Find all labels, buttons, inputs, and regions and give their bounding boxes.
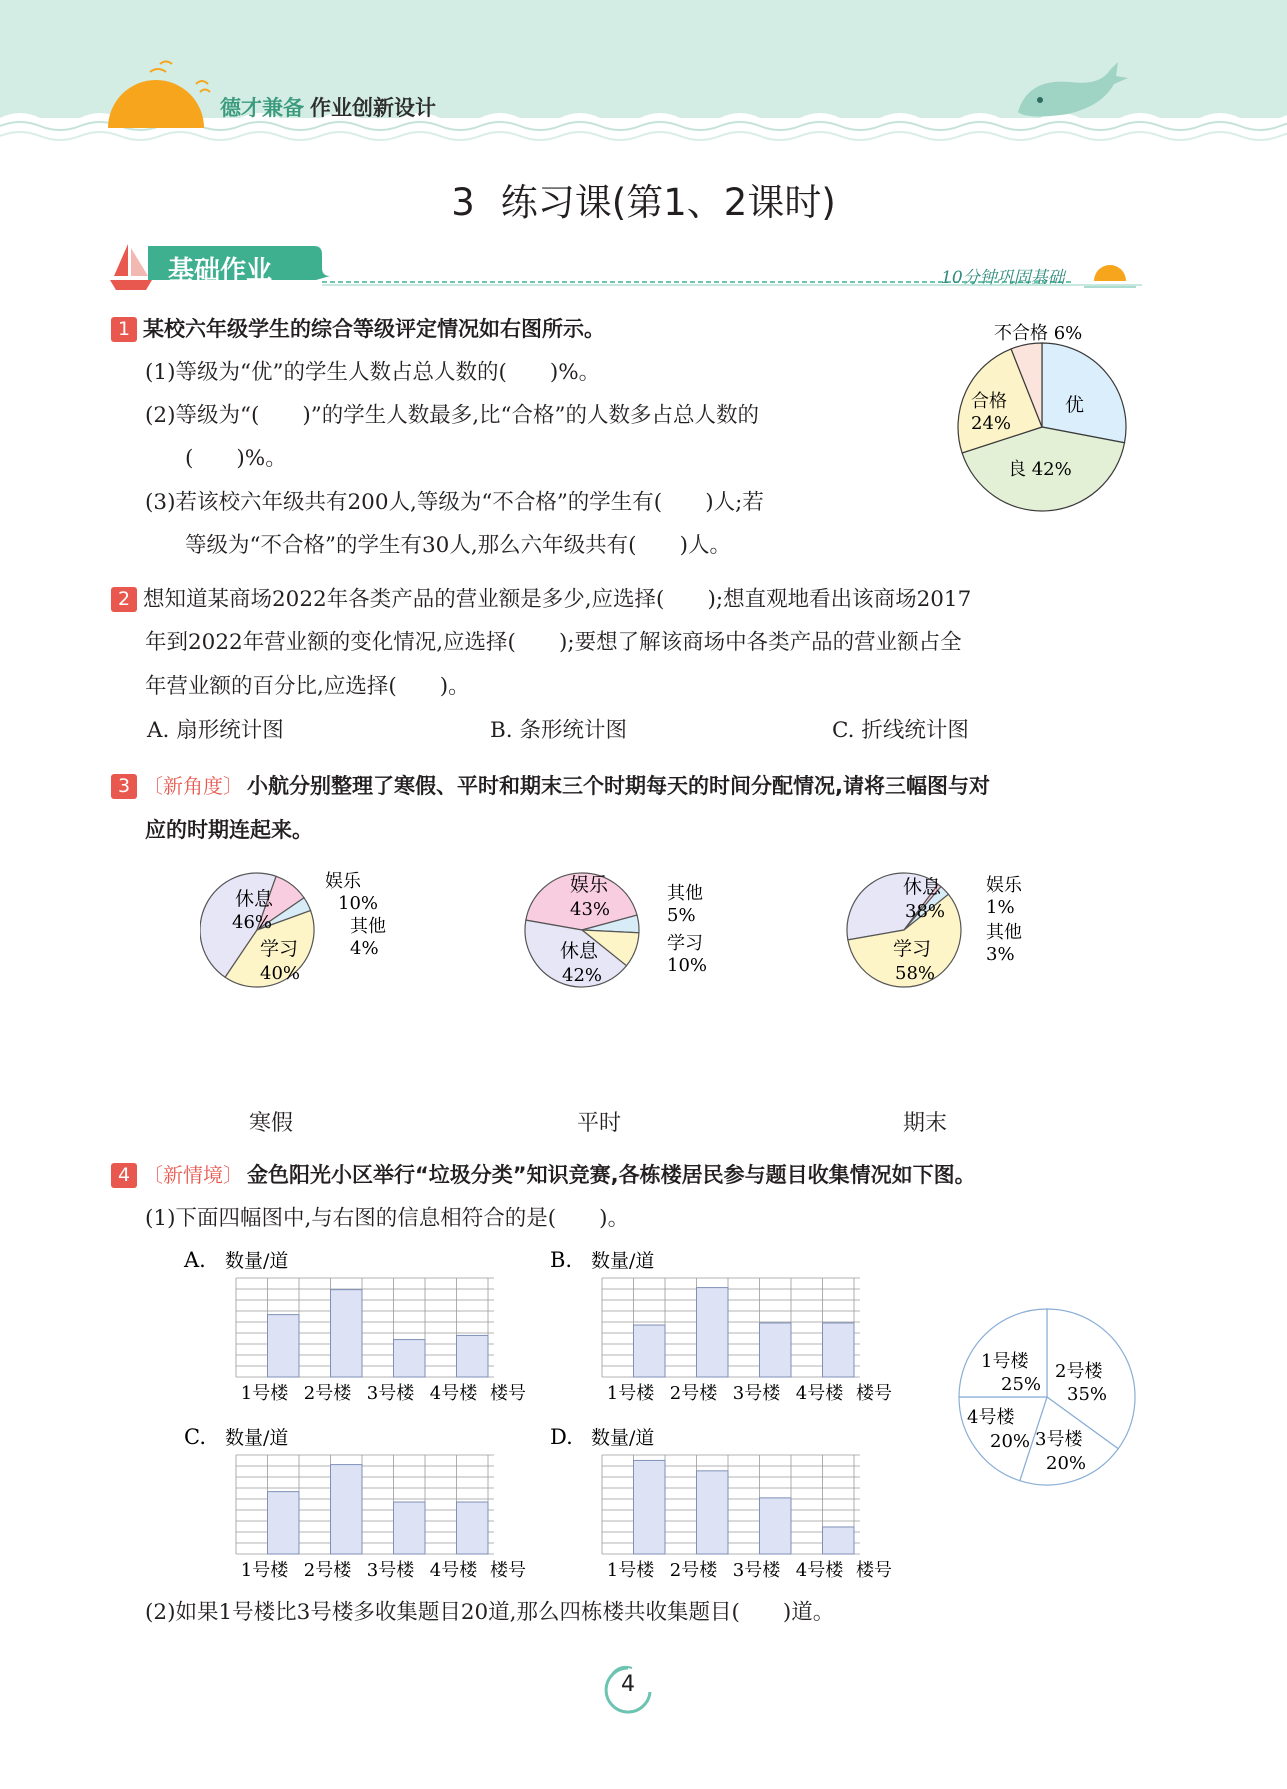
section-note: 10分钟巩固基础	[941, 268, 1065, 288]
q1-label-liang: 良 42%	[1008, 459, 1072, 480]
bar-chart-ylabel: 数量/道	[225, 1250, 289, 1272]
bar	[457, 1502, 489, 1554]
q2-line1-text: 想知道某商场2022年各类产品的营业额是多少,应选择( );想直观地看出该商场2017	[143, 587, 972, 612]
q3-p3-label-b: 娱乐	[986, 875, 1022, 896]
q2-number: 2	[111, 587, 137, 612]
tick-label: 2号楼	[669, 1560, 718, 1581]
tick-label: 3号楼	[732, 1383, 781, 1404]
tick-label: 4号楼	[795, 1383, 844, 1404]
q3-period-2: 平时	[577, 1111, 622, 1136]
brand-part1: 德才兼备	[220, 96, 304, 120]
q1-label-hege-pct: 24%	[971, 413, 1012, 434]
q1-part3a: (3)若该校六年级共有200人,等级为“不合格”的学生有( )人;若	[145, 490, 764, 515]
q1-stem: 某校六年级学生的综合等级评定情况如右图所示。	[143, 317, 605, 341]
bar-chart-ylabel: 数量/道	[591, 1427, 655, 1449]
q2-line3: 年营业额的百分比,应选择( )。	[145, 674, 470, 699]
q3-p1-label-a: 休息	[235, 888, 274, 910]
tick-label: 1号楼	[606, 1383, 655, 1404]
section-title: 基础作业	[168, 256, 273, 286]
tick-label: 2号楼	[303, 1383, 352, 1404]
bar	[331, 1290, 363, 1377]
q4-pie-label-3: 3号楼	[1035, 1429, 1083, 1450]
q3-p1-label-c: 其他	[350, 916, 386, 937]
q3-p1-label-b: 娱乐	[325, 871, 361, 892]
tick-label: 4号楼	[429, 1383, 478, 1404]
q3-p3-pct-a: 38%	[905, 901, 946, 922]
tick-label: 3号楼	[732, 1560, 781, 1581]
q2-option-b: B. 条形统计图	[490, 718, 627, 743]
q3-p3-label-d: 学习	[893, 938, 932, 960]
q4-tag: 〔新情境〕	[143, 1163, 243, 1187]
q1-part3b: 等级为“不合格”的学生有30人,那么六年级共有( )人。	[185, 533, 731, 558]
tick-label: 3号楼	[366, 1383, 415, 1404]
q3-p2-pct-d: 42%	[562, 965, 603, 986]
q3-p1-pct-d: 40%	[260, 963, 301, 984]
q4-pie-pct-1: 25%	[1001, 1374, 1042, 1395]
header-banner	[0, 0, 1287, 150]
bar-chart-letter: C.	[184, 1425, 206, 1449]
bar-chart-letter: D.	[550, 1425, 573, 1449]
q1-number: 1	[111, 317, 137, 342]
bar	[634, 1460, 666, 1554]
bar	[394, 1502, 426, 1554]
q3-p3-label-a: 休息	[903, 876, 942, 898]
q3-p2-pct-a: 43%	[570, 899, 611, 920]
bar-chart-ylabel: 数量/道	[225, 1427, 289, 1449]
q4-bar-chart-group	[183, 1248, 892, 1581]
tick-label: 3号楼	[366, 1560, 415, 1581]
bar	[331, 1465, 363, 1554]
q3-line2: 应的时期连起来。	[145, 818, 313, 842]
q3-p2-label-b: 其他	[667, 883, 703, 904]
q2-line2: 年到2022年营业额的变化情况,应选择( );要想了解该商场中各类产品的营业额占全	[145, 630, 962, 655]
bar	[457, 1335, 489, 1377]
tick-label: 1号楼	[240, 1383, 289, 1404]
q3-p3-label-c: 其他	[986, 922, 1022, 943]
q4-pie-pct-3: 20%	[1046, 1453, 1087, 1474]
q1-part2b: ( )%。	[185, 446, 287, 471]
q3-p3-pct-c: 3%	[986, 944, 1015, 965]
q4-part1: (1)下面四幅图中,与右图的信息相符合的是( )。	[145, 1206, 630, 1231]
q4-pie-label-1: 1号楼	[981, 1351, 1029, 1372]
q1-label-you: 优	[1065, 394, 1085, 416]
q3-p1-pct-b: 10%	[338, 893, 379, 914]
q4-pie-pct-2: 35%	[1067, 1384, 1108, 1405]
q3-p2-pct-c: 10%	[667, 955, 708, 976]
q4-line1	[111, 1160, 976, 1191]
bar-chart-a	[183, 1248, 526, 1404]
tick-label: 1号楼	[240, 1560, 289, 1581]
bar-chart-c	[184, 1425, 526, 1581]
bar-chart-b	[550, 1248, 892, 1404]
q3-p3-pct-b: 1%	[986, 897, 1015, 918]
q3-p1-pct-a: 46%	[232, 912, 273, 933]
bar-chart-letter: A.	[184, 1248, 206, 1272]
bar-chart-letter: B.	[550, 1248, 573, 1272]
bar	[697, 1288, 729, 1377]
q4-pie-label-4: 4号楼	[967, 1407, 1015, 1428]
q3-tag: 〔新角度〕	[143, 774, 243, 798]
bar	[268, 1315, 300, 1377]
q3-number: 3	[111, 774, 137, 799]
bar-chart-xlabel: 楼号	[856, 1383, 892, 1404]
page-title	[0, 172, 1287, 226]
lesson-title: 练习课(第1、2课时)	[500, 181, 836, 224]
q3-pie-charts	[200, 855, 1150, 1005]
q2-option-a: A. 扇形统计图	[147, 718, 284, 743]
q3-p2-pct-b: 5%	[667, 905, 696, 926]
bar	[394, 1340, 426, 1377]
bar-chart-xlabel: 楼号	[856, 1560, 892, 1581]
q3-p1-pct-c: 4%	[350, 938, 379, 959]
q4-number: 4	[111, 1163, 137, 1188]
tick-label: 4号楼	[795, 1560, 844, 1581]
q3-p2-label-d: 休息	[560, 940, 599, 962]
q2-option-c: C. 折线统计图	[832, 718, 969, 743]
q1-label-hege: 合格	[971, 391, 1007, 412]
q3-p2-label-c: 学习	[667, 933, 703, 954]
bar	[823, 1323, 855, 1377]
lesson-number: 3	[451, 181, 475, 224]
q3-period-3: 期末	[903, 1111, 948, 1136]
q1-pie-slice-1	[1042, 343, 1126, 443]
q3-p1-label-d: 学习	[260, 938, 299, 960]
bar	[760, 1498, 792, 1554]
q3-line1-text: 小航分别整理了寒假、平时和期末三个时期每天的时间分配情况,请将三幅图与对	[247, 774, 990, 798]
q3-line1	[111, 771, 990, 802]
q4-bar-charts	[180, 1240, 930, 1590]
sunset-icon	[1084, 265, 1136, 287]
q1-pie-chart	[940, 315, 1140, 525]
bar-chart-ylabel: 数量/道	[591, 1250, 655, 1272]
bar-chart-d	[550, 1425, 892, 1581]
bar	[760, 1323, 792, 1377]
sailboat-icon	[110, 244, 152, 290]
q3-period-1: 寒假	[249, 1111, 294, 1136]
q4-pie-pct-4: 20%	[990, 1431, 1031, 1452]
bar	[634, 1325, 666, 1377]
bar-chart-xlabel: 楼号	[490, 1560, 526, 1581]
brand	[220, 92, 436, 122]
bar	[823, 1527, 855, 1554]
tick-label: 2号楼	[303, 1560, 352, 1581]
brand-part2: 作业创新设计	[310, 96, 436, 120]
tick-label: 4号楼	[429, 1560, 478, 1581]
q2-line1	[111, 585, 971, 615]
q4-part2: (2)如果1号楼比3号楼多收集题目20道,那么四栋楼共收集题目( )道。	[145, 1600, 835, 1625]
q3-p2-label-a: 娱乐	[570, 874, 609, 896]
q1-part1: (1)等级为“优”的学生人数占总人数的( )%。	[145, 360, 601, 385]
q3-p3-pct-d: 58%	[895, 963, 936, 984]
q4-pie-label-2: 2号楼	[1055, 1361, 1103, 1382]
bar	[697, 1471, 729, 1554]
q4-pie-chart	[955, 1305, 1145, 1495]
tick-label: 2号楼	[669, 1383, 718, 1404]
tick-label: 1号楼	[606, 1560, 655, 1581]
bar	[268, 1492, 300, 1554]
bar-chart-xlabel: 楼号	[490, 1383, 526, 1404]
q1-label-buhege: 不合格 6%	[994, 323, 1083, 344]
q1-stem-line	[111, 314, 605, 345]
q1-part2a: (2)等级为“( )”的学生人数最多,比“合格”的人数多占总人数的	[145, 403, 760, 428]
page-number: 4	[621, 1672, 635, 1697]
q4-stem: 金色阳光小区举行“垃圾分类”知识竞赛,各栋楼居民参与题目收集情况如下图。	[247, 1163, 976, 1187]
